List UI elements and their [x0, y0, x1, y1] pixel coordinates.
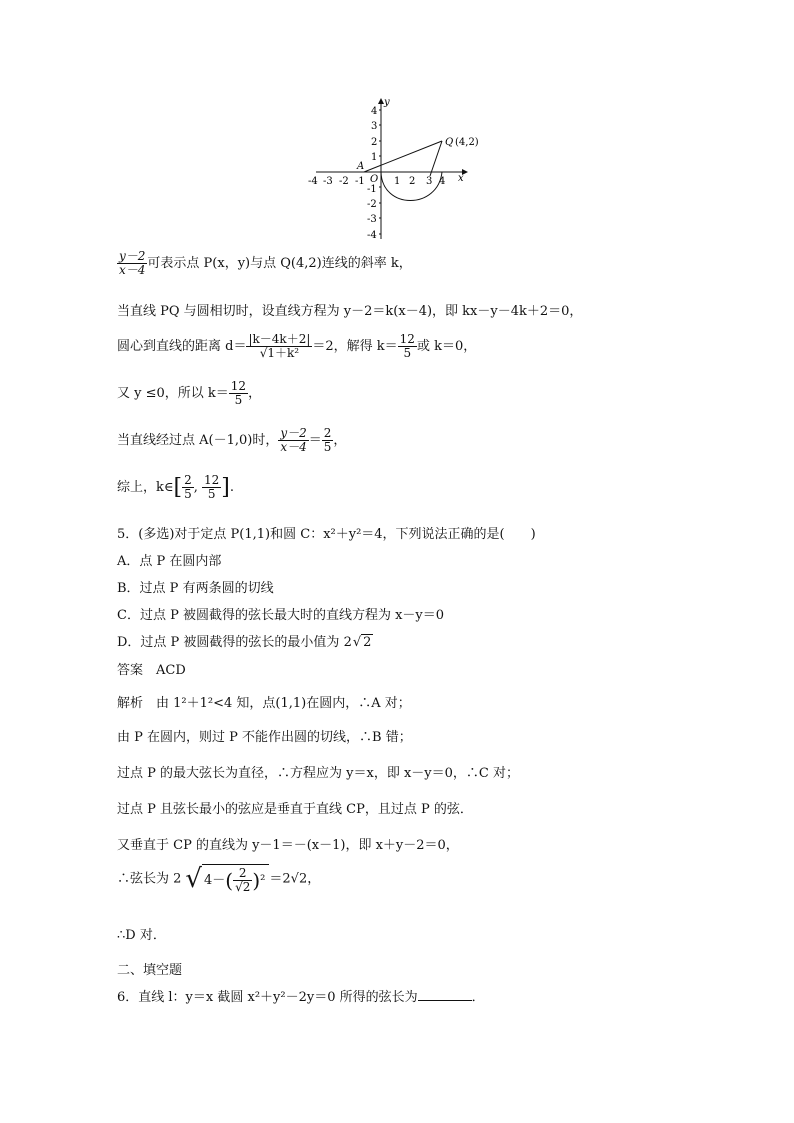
x-tick-3: 3: [426, 176, 433, 187]
analysis-line-2: 由 P 在圆内，则过 P 不能作出圆的切线，∴B 错；: [117, 730, 412, 745]
through-a-line: 当直线经过点 A(－1,0)时， $\frac{y-2}{x-4}$ ＝ $\frac{2}{5}$ ，: [117, 426, 347, 454]
origin-label: O: [370, 174, 379, 185]
summary-lower-fraction: $\frac{2}{5}$: [184, 473, 192, 501]
k-value-fraction: $\frac{12}{5}$: [399, 332, 415, 360]
also-fraction: $\frac{12}{5}$: [230, 379, 247, 407]
question5-option-b: B．过点 P 有两条圆的切线: [117, 581, 274, 596]
y-tick-4: 4: [371, 106, 378, 117]
slope-fraction: $\frac{y-2}{x-4}$: [119, 249, 146, 277]
through-a-fraction: $\frac{y-2}{x-4}$: [280, 426, 307, 454]
x-tick-neg1: -1: [355, 176, 365, 187]
summary-line: 综上，k∈[ $\frac{2}{5}$ , $\frac{12}{5}$ ].: [117, 473, 235, 501]
x-axis-label: x: [458, 173, 464, 184]
x-tick-4: 4: [439, 176, 446, 187]
point-q-coords: (4,2): [455, 137, 479, 148]
distance-fraction: $\frac{|k-4k+2|}{\text{√1＋k²}}$: [248, 332, 311, 360]
section2-heading: 二、填空题: [117, 963, 183, 978]
point-a-label: A: [357, 161, 365, 172]
y-tick-neg2: -2: [367, 199, 377, 210]
question5-option-a: A．点 P 在圆内部: [117, 554, 222, 569]
distance-line: 圆心到直线的距离 d＝ $\frac{|k-4k+2|}{\text{√1＋k²}}$ ＝2，解得 k＝ $\frac{12}{5}$ 或 k＝0，: [117, 332, 477, 360]
y-tick-3: 3: [371, 121, 378, 132]
answer-blank[interactable]: [418, 988, 472, 1001]
y-tick-1: 1: [371, 152, 378, 163]
y-tick-neg3: -3: [367, 214, 377, 225]
x-tick-neg2: -2: [339, 176, 349, 187]
segment-q-down: [430, 141, 442, 176]
y-axis-label: y: [384, 97, 390, 108]
y-tick-neg1: -1: [367, 184, 377, 195]
question5-option-c: C．过点 P 被圆截得的弦长最大时的直线方程为 x－y＝0: [117, 608, 445, 623]
also-line: 又 y ≤0，所以 k＝ $\frac{12}{5}$ ，: [117, 379, 262, 407]
x-tick-neg4: -4: [308, 176, 318, 187]
y-tick-2: 2: [371, 137, 378, 148]
x-tick-2: 2: [409, 176, 416, 187]
y-tick-neg4: -4: [367, 230, 377, 241]
through-a-value-fraction: $\frac{2}{5}$: [323, 426, 332, 454]
coordinate-figure: [300, 96, 490, 246]
tangent-line-text: 当直线 PQ 与圆相切时，设直线方程为 y－2＝k(x－4)，即 kx－y－4k＋2＝0，: [117, 304, 583, 319]
slope-meaning-text: 可表示点 P(x，y)与点 Q(4,2)连线的斜率 k，: [147, 256, 412, 271]
analysis-line-5: 又垂直于 CP 的直线为 y－1＝－(x－1)，即 x＋y－2＝0，: [117, 838, 459, 853]
x-tick-neg3: -3: [323, 176, 333, 187]
analysis-line-3: 过点 P 的最大弦长为直径，∴方程应为 y＝x，即 x－y＝0，∴C 对；: [117, 766, 519, 781]
summary-upper-fraction: $\frac{12}{5}$: [204, 473, 220, 501]
chord-fraction: $\frac{2}{√2}$: [235, 866, 251, 894]
question6: 6．直线 l：y＝x 截圆 x²＋y²－2y＝0 所得的弦长为 ．: [117, 990, 485, 1005]
slope-meaning-line: [117, 250, 412, 277]
x-tick-1: 1: [394, 176, 401, 187]
analysis-line-1: 解析 由 1²＋1²<4 知，点(1,1)在圆内，∴A 对；: [117, 696, 411, 711]
chord-length-line: ∴弦长为 2 √ 4－( $\frac{2}{√2}$ )² ＝2√2，: [117, 864, 321, 894]
point-q-label: Q: [445, 137, 454, 148]
analysis-line-4: 过点 P 且弦长最小的弦应是垂直于直线 CP，且过点 P 的弦．: [117, 802, 473, 817]
question5-stem: 5．(多选)对于定点 P(1,1)和圆 C：x²＋y²＝4，下列说法正确的是( ): [117, 527, 536, 542]
analysis-line-6: ∴D 对．: [117, 928, 166, 943]
question5-answer: 答案 ACD: [117, 663, 186, 678]
question5-option-d: D．过点 P 被圆截得的弦长的最小值为 2√ 2: [117, 635, 372, 650]
